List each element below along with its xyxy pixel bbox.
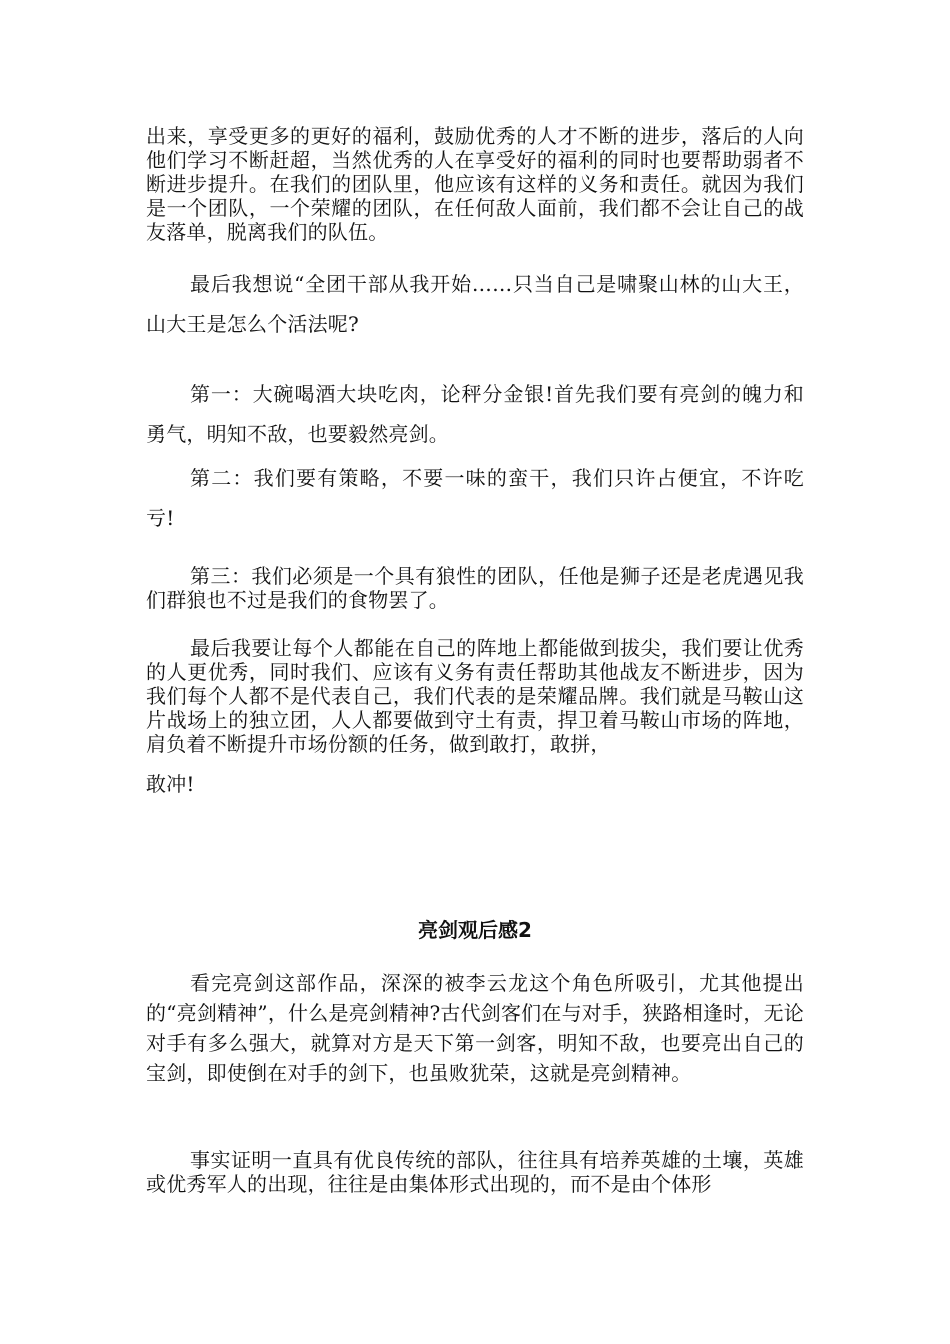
paragraph-mountain-king: 最后我想说“全团干部从我开始……只当自己是啸聚山林的山大王，山大王是怎么个活法呢? [146, 272, 804, 336]
paragraph-sword-spirit: 看完亮剑这部作品，深深的被李云龙这个角色所吸引，尤其他提出的“亮剑精神”，什么是亮剑精神?古代剑客们在与对手，狭路相逢时，无论对手有多么强大，就算对方是天下第一剑客，明知不敌，也要亮出自己的宝剑，即使倒在对手的剑下，也虽败犹荣，这就是亮剑精神。 [146, 971, 804, 1085]
paragraph-point-three: 第三：我们必须是一个具有狼性的团队，任他是狮子还是老虎遇见我们群狼也不过是我们的食物罢了。 [146, 564, 804, 612]
paragraph-heroes: 事实证明一直具有优良传统的部队，往往具有培养英雄的土壤，英雄或优秀军人的出现，往往是由集体形式出现的，而不是由个体形 [146, 1148, 804, 1196]
paragraph-conclusion-end: 敢冲! [146, 772, 195, 796]
paragraph-point-two: 第二：我们要有策略，不要一味的蛮干，我们只许占便宜，不许吃亏! [146, 466, 804, 530]
paragraph-team-welfare: 出来，享受更多的更好的福利，鼓励优秀的人才不断的进步，落后的人向他们学习不断赶超，当然优秀的人在享受好的福利的同时也要帮助弱者不断进步提升。在我们的团队里，他应该有这样的义务和责任。就因为我们是一个团队，一个荣耀的团队，在任何敌人面前，我们都不会让自己的战友落单，脱离我们的队伍。 [146, 124, 804, 244]
paragraph-conclusion: 最后我要让每个人都能在自己的阵地上都能做到拔尖，我们要让优秀的人更优秀，同时我们、应该有义务有责任帮助其他战友不断进步，因为我们每个人都不是代表自己，我们代表的是荣耀品牌。我们就是马鞍山这片战场上的独立团，人人都要做到守土有责，捍卫着马鞍山市场的阵地，肩负着不断提升市场份额的任务，做到敢打，敢拼， [146, 636, 804, 756]
paragraph-point-one: 第一：大碗喝酒大块吃肉，论秤分金银!首先我们要有亮剑的魄力和勇气，明知不敌，也要毅然亮剑。 [146, 382, 804, 446]
section-title: 亮剑观后感2 [418, 918, 532, 942]
